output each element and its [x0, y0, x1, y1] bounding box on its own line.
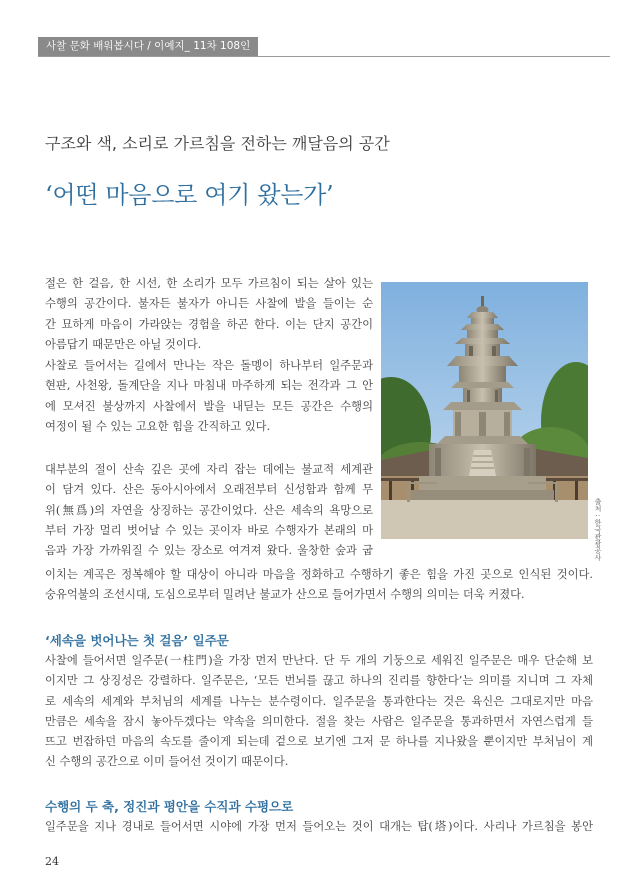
- stone-pagoda-illustration: [381, 282, 588, 539]
- paragraph-approach: [45, 356, 373, 437]
- text-line: 여정이 될 수 있는 고요한 힘을 간직하고 있다.: [45, 419, 271, 433]
- text-line: 만큼은 세속을 잠시 놓아두겠다는 약속을 의미한다. 절을 찾는 사람은 일주문을 통과하면서 자연스럽게 들: [45, 714, 593, 728]
- article-title: ‘어떤 마음으로 여기 왔는가’: [45, 181, 334, 209]
- text-line: 아름답기 때문만은 아닐 것이다.: [45, 337, 202, 351]
- text-line: 에 모셔진 불상까지 사찰에서 발을 내딛는 모든 공간은 수행의: [45, 399, 373, 413]
- text-line: 신 수행의 공간으로 이미 들어선 것이기 때문이다.: [45, 755, 289, 769]
- photo-credit: 출처 : 한국관광공사: [594, 498, 602, 561]
- paragraph-intro: [45, 274, 373, 355]
- text-line: 이 담겨 있다. 산은 동아시아에서 오래전부터 신성함과 함께 무: [45, 483, 373, 497]
- page-number: 24: [45, 855, 59, 868]
- section-heading-iljumun: ‘세속을 벗어나는 첫 걸음’ 일주문: [45, 633, 229, 648]
- header-section-label: 사찰 문화 배워봅시다 / 이예지_ 11차 108인: [38, 37, 258, 56]
- text-line: 이치는 계곡은 정복해야 할 대상이 아니라 마음을 정화하고 수행하기 좋은 힘을 가진 곳으로 인식된 것이다.: [45, 568, 593, 581]
- text-line: 숭유억불의 조선시대, 도심으로부터 밀려난 불교가 산으로 들어가면서 수행의 의미는 더욱 커졌다.: [45, 588, 525, 602]
- article-subtitle: 구조와 색, 소리로 가르침을 전하는 깨달음의 공간: [45, 134, 390, 153]
- text-line: 수행의 공간이다. 불자든 불자가 아니든 사찰에 발을 들이는 순: [45, 297, 373, 311]
- text-line: 뜨고 번잡하던 마음의 속도를 줄이게 되는데 겉으로 보기엔 그저 문 하나를 지나왔을 뿐이지만 부처님이 계: [45, 735, 593, 749]
- text-line: 사찰에 들어서면 일주문(一柱門)을 가장 먼저 만난다. 단 두 개의 기둥으로 세워진 일주문은 매우 단순해 보: [45, 654, 593, 667]
- text-line: 절은 한 걸음, 한 시선, 한 소리가 모두 가르침이 되는 살아 있는: [45, 277, 373, 290]
- text-line: 위(無爲)의 자연을 상징하는 공간이었다. 산은 세속의 욕망으로: [45, 503, 373, 517]
- text-line: 사찰로 들어서는 길에서 만나는 작은 돌멩이 하나부터 일주문과: [45, 359, 373, 372]
- paragraph-mountain-cont: [45, 565, 593, 606]
- paragraph-pagoda: [45, 817, 593, 837]
- header-divider: [38, 56, 610, 57]
- paragraph-mountain: [45, 460, 373, 561]
- text-line: 부터 가장 멀리 벗어날 수 있는 곳이자 바로 수행자가 본래의 마: [45, 523, 373, 537]
- text-line: 음과 가장 가까워질 수 있는 장소로 여겨져 왔다. 울창한 숲과 굽: [45, 544, 373, 558]
- pagoda-photo: [381, 282, 588, 539]
- text-line: 일주문을 지나 경내로 들어서면 시야에 가장 먼저 들어오는 것이 대개는 탑(塔)이다. 사리나 가르침을 봉안: [45, 820, 593, 833]
- text-line: 현판, 사천왕, 돌계단을 지나 마침내 마주하게 되는 전각과 그 안: [45, 379, 373, 393]
- text-line: 이지만 그 상징성은 강렬하다. 일주문은, ‘모든 번뇌를 끊고 하나의 진리를 향한다’는 의미를 지니며 그 자체: [45, 674, 593, 688]
- text-line: 로 세속의 세계와 부처님의 세계를 나누는 분수령이다. 일주문을 통과한다는 것은 육신은 그대로지만 마음: [45, 694, 593, 708]
- section-heading-pagoda: 수행의 두 축, 정진과 평안을 수직과 수평으로: [45, 799, 294, 814]
- text-line: 대부분의 절이 산속 깊은 곳에 자리 잡는 데에는 불교적 세계관: [45, 463, 373, 476]
- text-line: 간 묘하게 마음이 가라앉는 경험을 하곤 한다. 이는 단지 공간이: [45, 317, 373, 331]
- paragraph-iljumun: [45, 651, 593, 773]
